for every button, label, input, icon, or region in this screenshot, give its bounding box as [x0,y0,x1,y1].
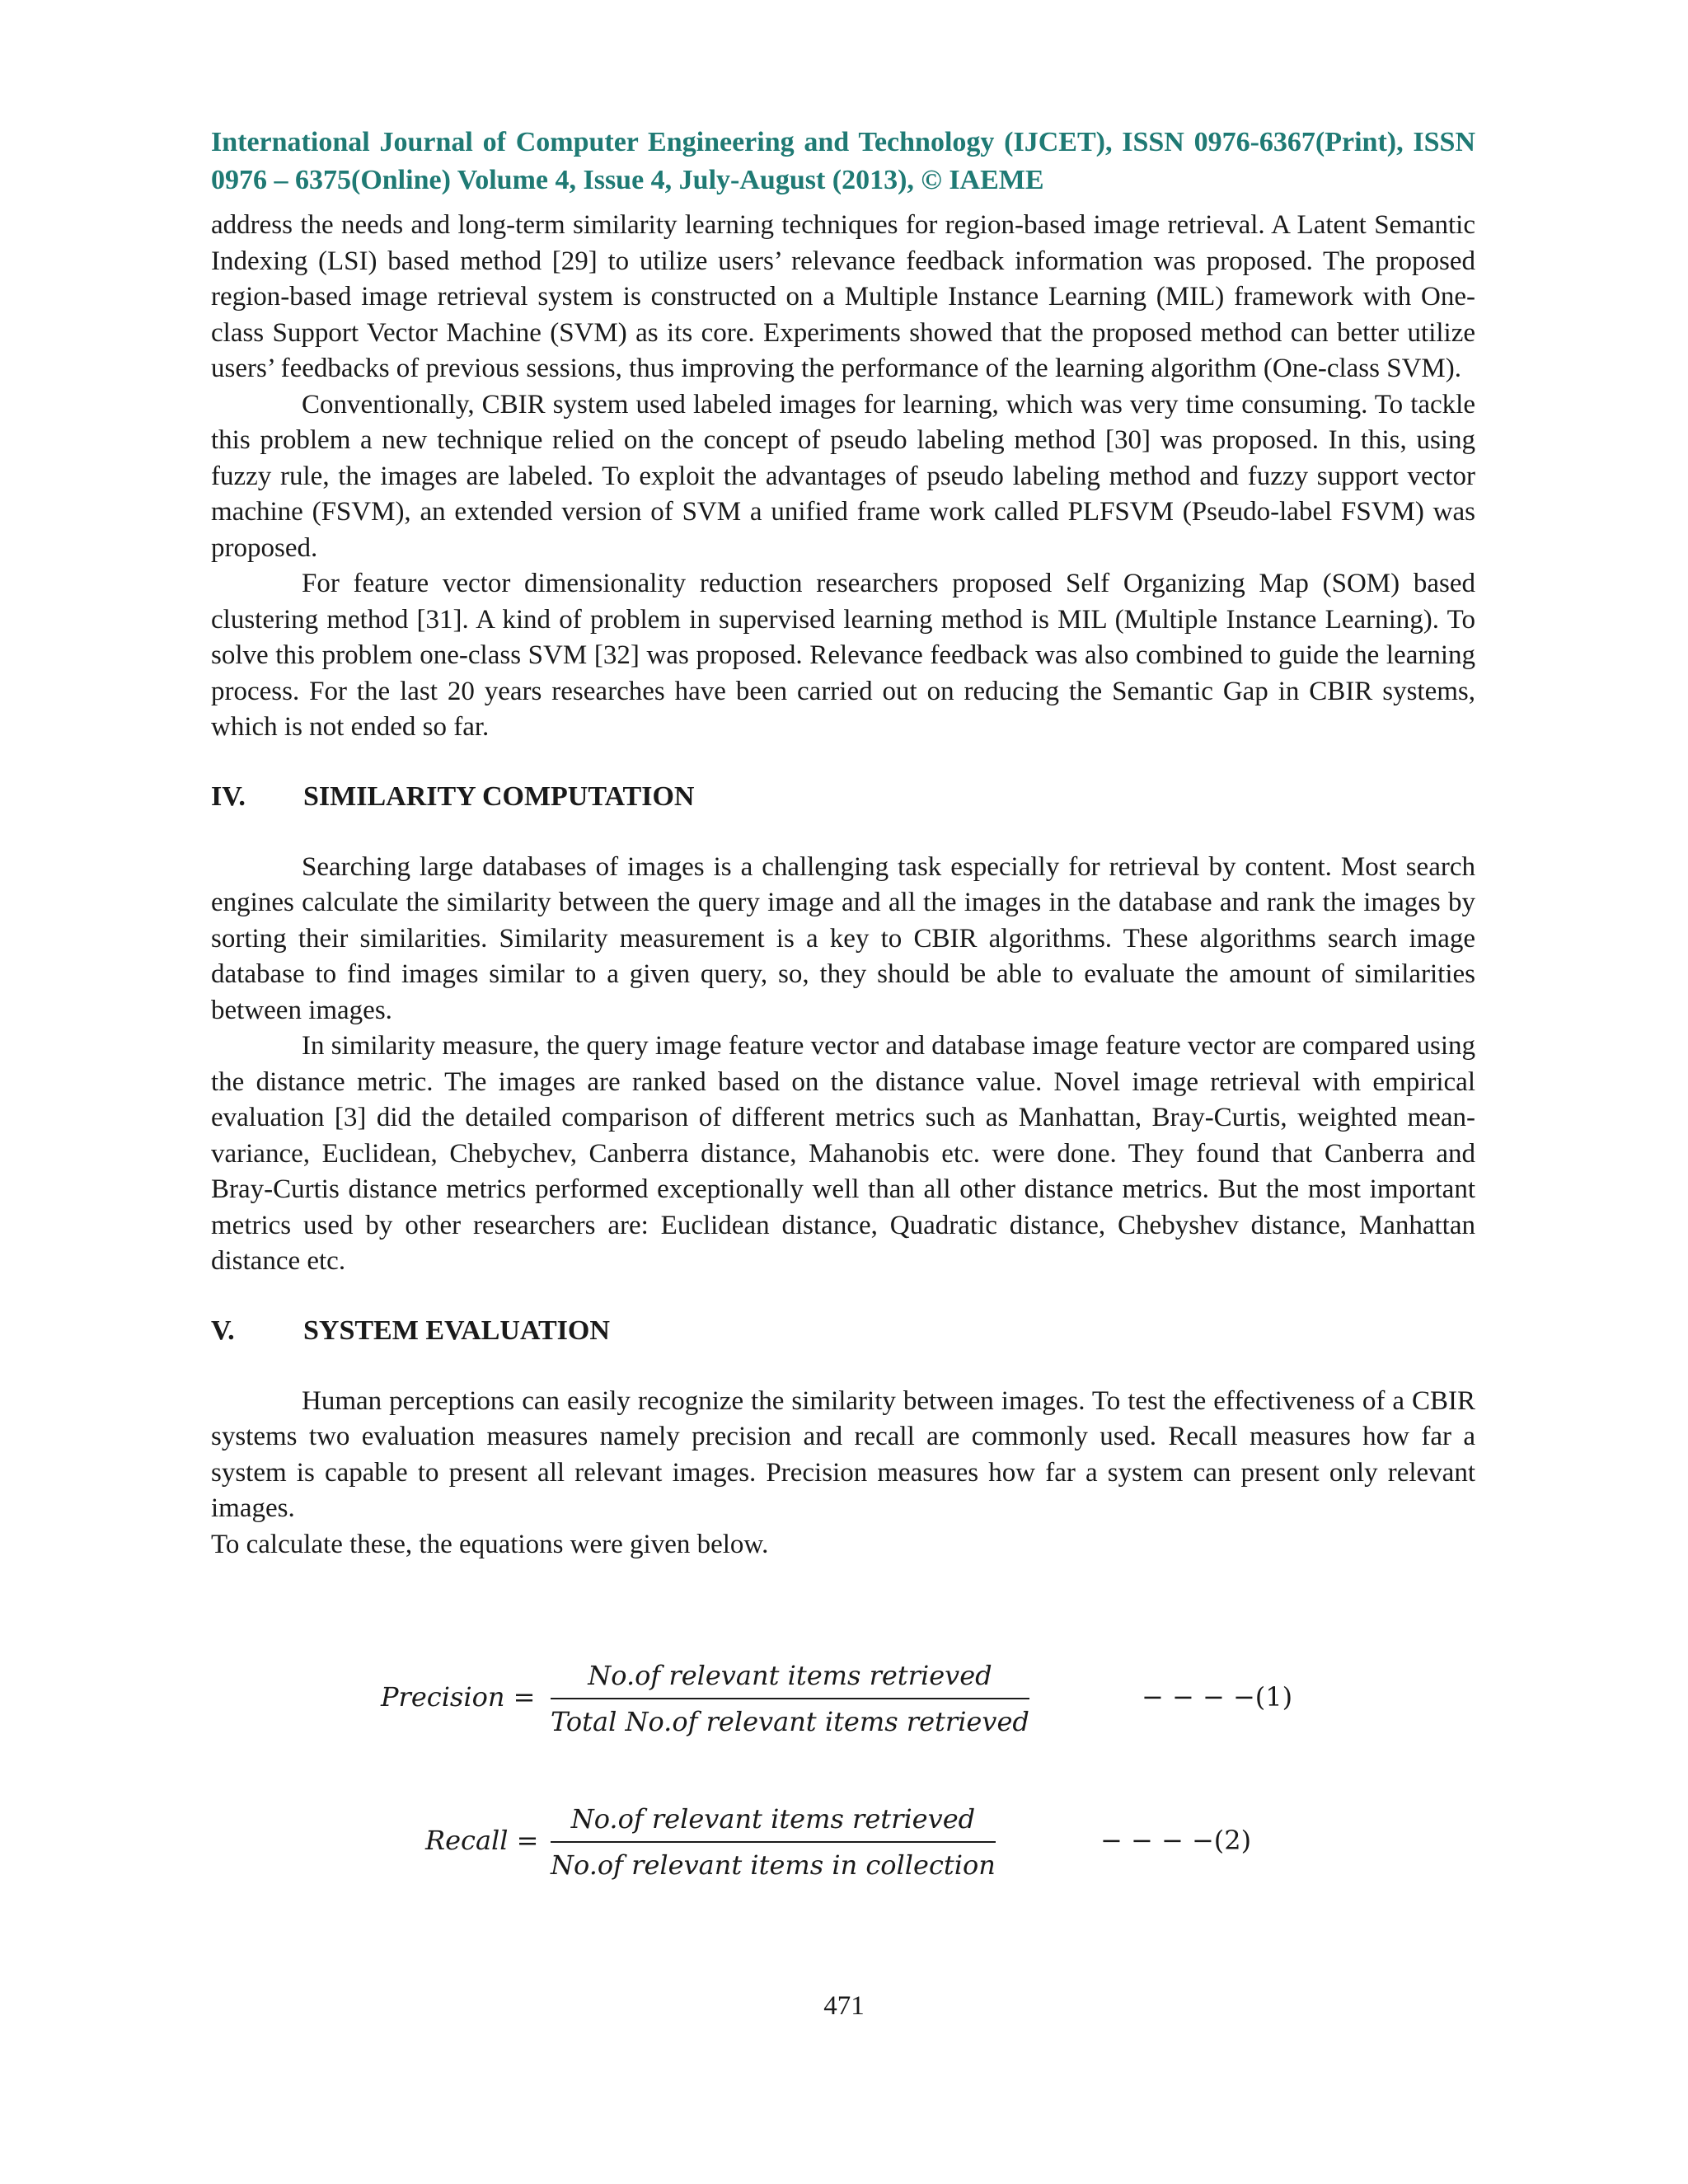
page-body [211,124,1475,1563]
fraction-bar [551,1841,996,1843]
fraction-numerator: No.of relevant items retrieved [588,1660,992,1691]
paragraph-similarity-measure: In similarity measure, the query image feature vector and database image feature vector are compared using the distance metric. The images are ranked based on the distance value. Novel image retrieval with empirical evaluation [3] did the detailed comparison of different metrics such as Manhattan, Bray-Curtis, weighted mean-variance, Euclidean, Chebychev, Canberra distance, Mahanobis etc. were done. They found that Canberra and Bray-Curtis distance metrics performed exceptionally well than all other distance metrics. But the most important metrics used by other researchers are: Euclidean distance, Quadratic distance, Chebyshev distance, Manhattan distance etc. [211,1031,1475,1276]
paragraph-human-perception: Human perceptions can easily recognize the similarity between images. To test the effectiveness of a CBIR systems two evaluation measures namely precision and recall are commonly used. Recall measures how far a system is capable to present all relevant images. Precision measures how far a system can present only relevant images. [211,1385,1475,1523]
section-heading-evaluation [211,1313,1475,1349]
paragraph-som: For feature vector dimensionality reduction researchers proposed Self Organizing Map (SOM) based clustering method [31]. A kind of problem in supervised learning method is MIL (Multiple Instance Learning). To solve this problem one-class SVM [32] was proposed. Relevance feedback was also combined to guide the learning process. For the last 20 years researches have been carried out on reducing the Semantic Gap in CBIR systems, which is not ended so far. [211,569,1475,742]
equation-lhs: Precision = [381,1681,536,1713]
paragraph-pseudo-labeling: Conventionally, CBIR system used labeled images for learning, which was very time consuming. To tackle this problem a new technique relied on the concept of pseudo labeling method [30] was proposed. In this, using fuzzy rule, the images are labeled. To exploit the advantages of pseudo labeling method and fuzzy support vector machine (FSVM), an extended version of SVM a unified frame work called PLFSVM (Pseudo-label FSVM) was proposed. [211,389,1475,563]
section-number: IV. [211,780,246,812]
paragraph-equations-intro: To calculate these, the equations were given below. [211,1529,769,1559]
fraction-numerator: No.of relevant items retrieved [570,1803,976,1835]
section-title: SYSTEM EVALUATION [303,1315,610,1346]
fraction-denominator: Total No.of relevant items retrieved [551,1706,1029,1737]
equation-number: − − − −(2) [1100,1825,1252,1856]
fraction-denominator: No.of relevant items in collection [551,1849,996,1881]
journal-header: International Journal of Computer Engineering and Technology (IJCET), ISSN 0976-6367(Print), ISSN 0976 – 6375(Online) Volume 4, Issue 4, July-August (2013), © IAEME [211,127,1475,195]
fraction-bar [551,1698,1029,1699]
section-heading-similarity [211,779,1475,815]
paragraph-searching: Searching large databases of images is a challenging task especially for retrieval by content. Most search engines calculate the similarity between the query image and all the images in the database and rank the images by sorting their similarities. Similarity measurement is a key to CBIR algorithms. These algorithms search image database to find images similar to a given query, so, they should be able to evaluate the amount of similarities between images. [211,851,1475,1025]
page-number: 471 [823,1991,865,2021]
section-title: SIMILARITY COMPUTATION [303,780,695,812]
equation-lhs: Recall = [425,1825,539,1856]
equation-number: − − − −(1) [1142,1681,1293,1713]
fraction [551,1657,1029,1741]
section-number: V. [211,1315,235,1346]
paragraph-lsi: address the needs and long-term similarity learning techniques for region-based image retrieval. A Latent Semantic Indexing (LSI) based method [29] to utilize users’ relevance feedback information was proposed. The proposed region-based image retrieval system is constructed on a Multiple Instance Learning (MIL) framework with One-class Support Vector Machine (SVM) as its core. Experiments showed that the proposed method can better utilize users’ feedbacks of previous sessions, thus improving the performance of the learning algorithm (One-class SVM). [211,210,1475,383]
fraction [551,1800,996,1884]
